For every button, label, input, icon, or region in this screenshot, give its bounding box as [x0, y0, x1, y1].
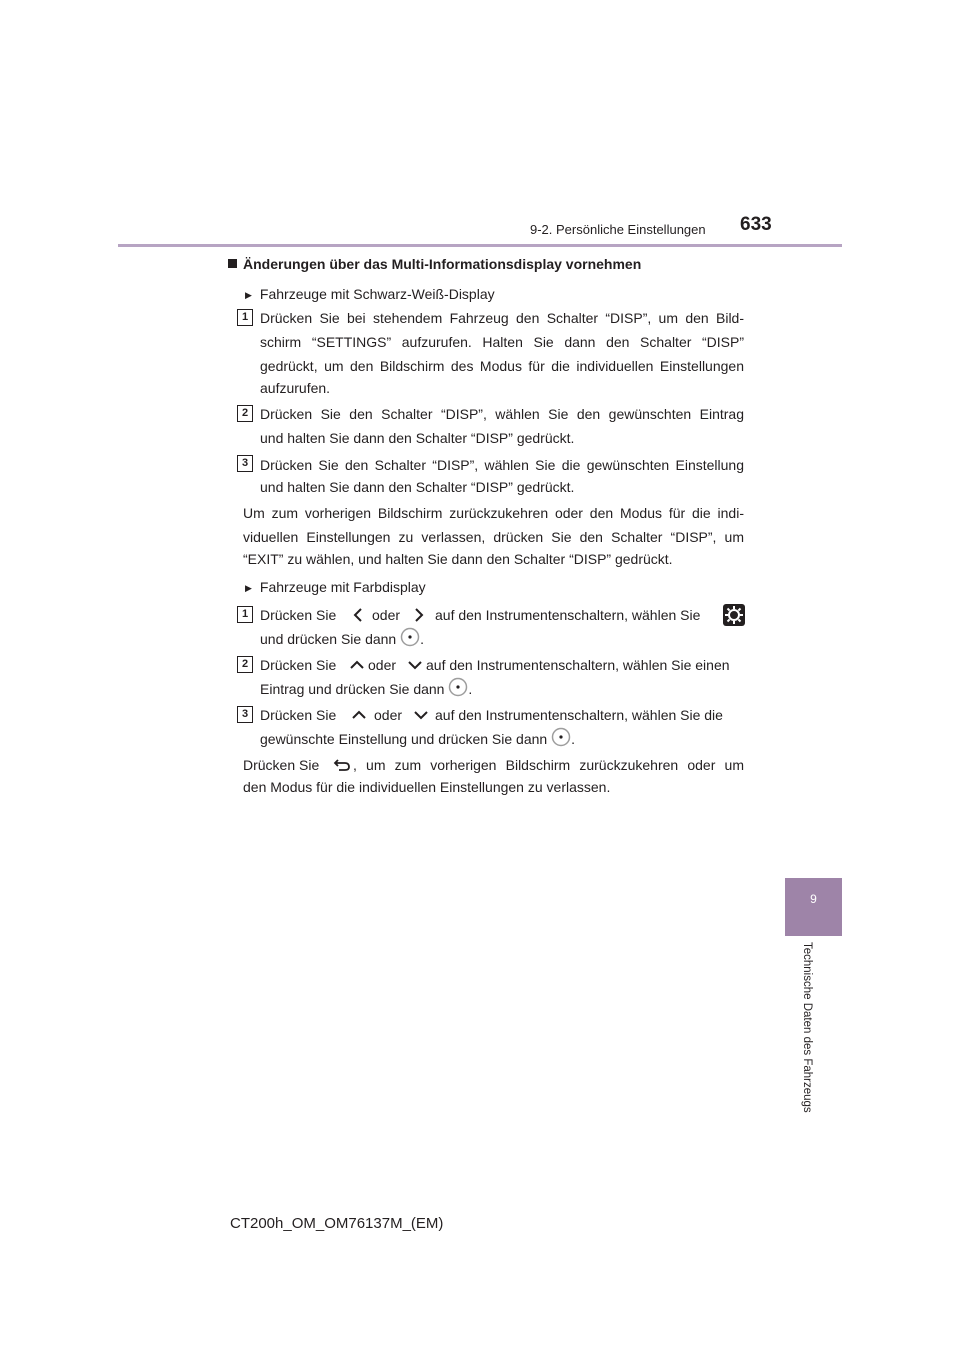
- step-text: [260, 627, 424, 649]
- step-number-badge: 3: [237, 455, 253, 472]
- chevron-left-icon: [353, 608, 363, 622]
- subheading-color: [245, 577, 426, 598]
- step-number-badge: 1: [237, 309, 253, 326]
- chevron-up-icon: [352, 710, 366, 720]
- step-number-badge: 2: [237, 405, 253, 422]
- step-text: auf den Instrumentenschaltern, wählen Sie die: [435, 707, 723, 723]
- document-code: CT200h_OM_OM76137M_(EM): [230, 1215, 444, 1232]
- step-text-part: .: [571, 731, 575, 747]
- step-text: oder: [372, 607, 401, 623]
- step-text: gedrückt, um den Bildschirm des Modus für die individuellen Einstellungen: [260, 358, 744, 374]
- subheading-color-text: Fahrzeuge mit Farbdisplay: [259, 579, 426, 595]
- step-text: oder: [368, 657, 397, 673]
- note-text: viduellen Einstellungen zu verlassen, drücken Sie den Schalter “DISP”, um: [243, 529, 744, 545]
- page-number: 633: [740, 214, 772, 235]
- step-number-badge: 2: [237, 656, 253, 673]
- step-text: [260, 727, 575, 749]
- note-text: , um zum vorherigen Bildschirm zurückzukehren oder um: [353, 757, 744, 773]
- chevron-down-icon: [414, 710, 428, 720]
- step-text-part: .: [420, 631, 424, 647]
- step-text: oder: [374, 707, 403, 723]
- note-text: den Modus für die individuellen Einstellungen zu verlassen.: [243, 779, 611, 795]
- step-number-badge: 1: [237, 606, 253, 623]
- step-text: aufzurufen.: [260, 380, 331, 396]
- section-heading-text: Änderungen über das Multi-Informationsdisplay vornehmen: [243, 256, 642, 272]
- header-divider: [118, 244, 842, 247]
- subheading-mono-text: Fahrzeuge mit Schwarz-Weiß-Display: [259, 286, 495, 302]
- enter-button-icon: [400, 627, 420, 647]
- enter-button-icon: [551, 727, 571, 747]
- step-text-part: gewünschte Einstellung und drücken Sie dann: [260, 731, 548, 747]
- chapter-number: 9: [810, 892, 817, 906]
- step-text: schirm “SETTINGS” aufzurufen. Halten Sie dann den Schalter “DISP”: [260, 334, 744, 350]
- step-text: auf den Instrumentenschaltern, wählen Sie: [435, 607, 701, 623]
- chevron-down-icon: [408, 660, 422, 670]
- note-text: “EXIT” zu wählen, und halten Sie dann den Schalter “DISP” gedrückt.: [243, 551, 673, 567]
- triangle-bullet-icon: ▶: [245, 290, 252, 300]
- chapter-label: Technische Daten des Fahrzeugs: [801, 942, 813, 1113]
- step-text: Drücken Sie: [260, 657, 337, 673]
- step-text: Drücken Sie: [260, 607, 337, 623]
- step-text: Drücken Sie den Schalter “DISP”, wählen Sie die gewünschten Einstellung: [260, 457, 744, 473]
- note-text: Drücken Sie: [243, 757, 320, 773]
- step-text: auf den Instrumentenschaltern, wählen Sie einen: [426, 657, 730, 673]
- step-text: [260, 677, 472, 699]
- step-text: Drücken Sie den Schalter “DISP”, wählen Sie den gewünschten Eintrag: [260, 406, 744, 422]
- section-title: 9-2. Persönliche Einstellungen: [530, 222, 706, 237]
- step-text-part: Eintrag und drücken Sie dann: [260, 681, 445, 697]
- back-arrow-icon: [333, 758, 351, 772]
- square-bullet-icon: [228, 259, 237, 268]
- section-heading: [228, 256, 641, 272]
- settings-gear-icon: [723, 604, 745, 626]
- chevron-up-icon: [350, 660, 364, 670]
- enter-button-icon: [448, 677, 468, 697]
- step-text: und halten Sie dann den Schalter “DISP” gedrückt.: [260, 430, 575, 446]
- step-text: Drücken Sie bei stehendem Fahrzeug den Schalter “DISP”, um den Bild-: [260, 310, 744, 326]
- chevron-right-icon: [414, 608, 424, 622]
- step-text: und halten Sie dann den Schalter “DISP” gedrückt.: [260, 479, 575, 495]
- step-text-part: .: [468, 681, 473, 697]
- triangle-bullet-icon: ▶: [245, 583, 252, 593]
- step-number-badge: 3: [237, 706, 253, 723]
- step-text-part: und drücken Sie dann: [260, 631, 397, 647]
- note-text: Um zum vorherigen Bildschirm zurückzukehren oder den Modus für die indi-: [243, 505, 744, 521]
- step-text: Drücken Sie: [260, 707, 337, 723]
- chapter-tab: [785, 878, 842, 936]
- subheading-mono: [245, 284, 495, 305]
